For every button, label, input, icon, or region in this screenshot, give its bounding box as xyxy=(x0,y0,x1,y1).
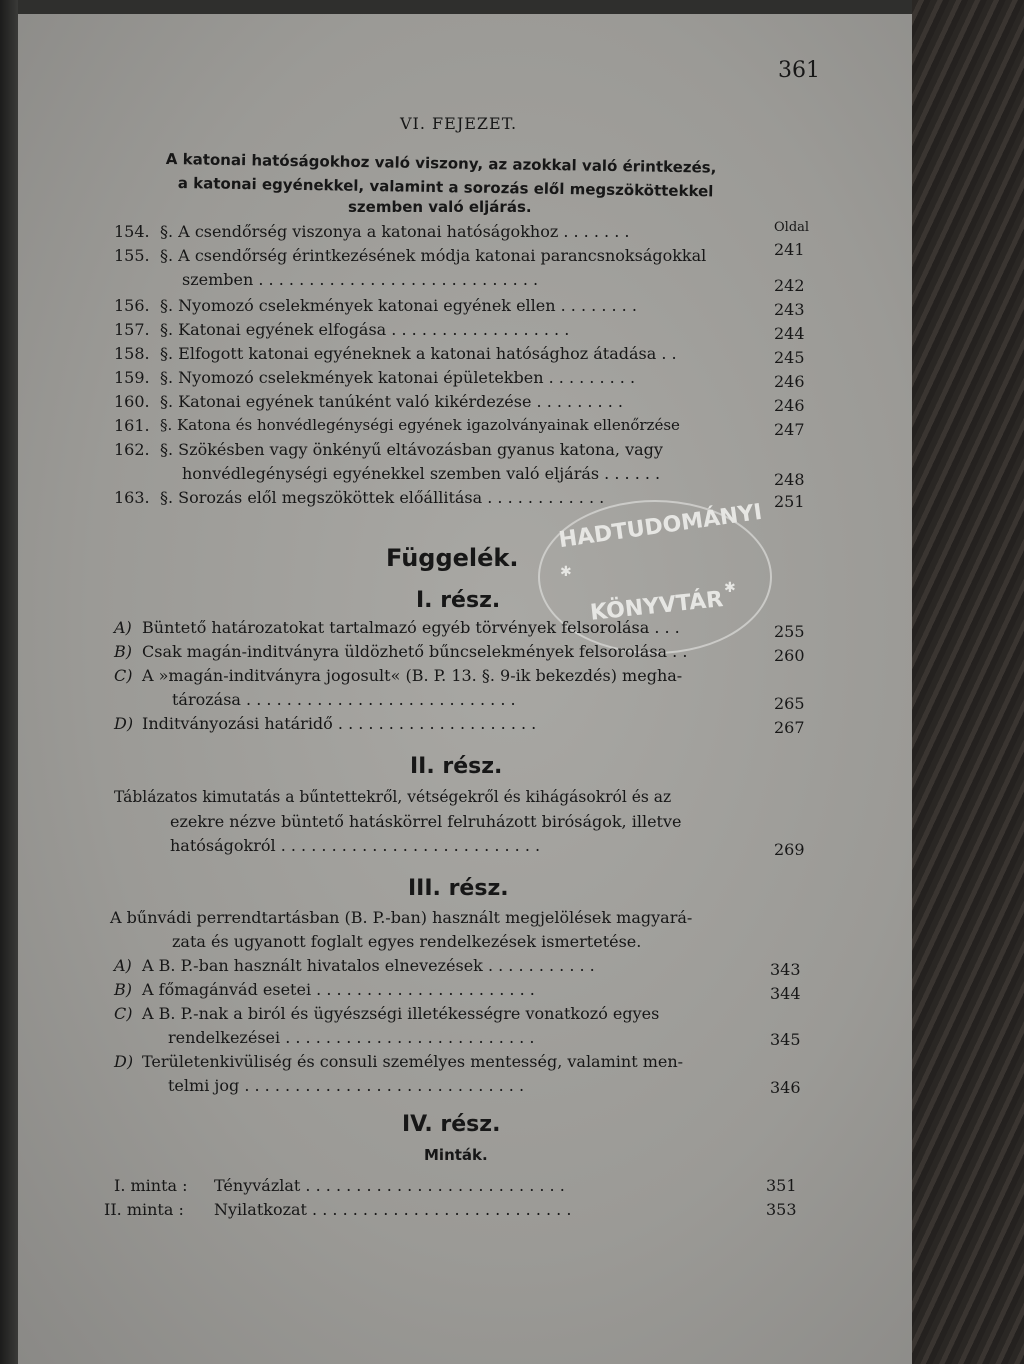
chapter-heading-line-1: A katonai hatóságokhoz való viszony, az azokkal való érintkezés, xyxy=(165,150,717,177)
entry-label: I. minta : xyxy=(114,1176,188,1195)
entry-text: §. Sorozás elől megszököttek előállitása . . . . . . . . . . . . xyxy=(160,488,605,507)
entry-page: 345 xyxy=(770,1030,801,1049)
entry-page: 343 xyxy=(770,960,801,979)
entry-page: 255 xyxy=(774,622,805,641)
entry-text: rendelkezései . . . . . . . . . . . . . . . . . . . . . . . . . xyxy=(168,1028,535,1047)
entry-number: 158. xyxy=(114,344,150,363)
stamp-bottom-text: KÖNYVTÁR xyxy=(589,587,725,626)
part-2-text: Táblázatos kimutatás a bűntettekről, vétségekről és kihágásokról és az xyxy=(114,788,672,806)
entry-page: 243 xyxy=(774,300,805,319)
star-icon: ✱ xyxy=(560,564,572,580)
entry-text: A B. P.-nak a biról és ügyészségi illetékességre vonatkozó egyes xyxy=(142,1004,660,1023)
entry-text: §. A csendőrség érintkezésének módja katonai parancsnokságokkal xyxy=(160,246,707,265)
entry-page: 265 xyxy=(774,694,805,713)
entry-text: Tényvázlat . . . . . . . . . . . . . . . . . . . . . . . . . . xyxy=(214,1176,565,1195)
entry-text: §. Nyomozó cselekmények katonai épületekben . . . . . . . . . xyxy=(160,368,636,387)
entry-page: 242 xyxy=(774,276,805,295)
entry-page: 251 xyxy=(774,492,805,511)
entry-text: szemben . . . . . . . . . . . . . . . . . . . . . . . . . . . . xyxy=(182,270,539,289)
entry-page: 353 xyxy=(766,1200,797,1219)
chapter-heading-line-3: szemben való eljárás. xyxy=(348,198,532,216)
entry-page: 344 xyxy=(770,984,801,1003)
page-column-label: Oldal xyxy=(774,220,810,235)
entry-page: 246 xyxy=(774,396,805,415)
entry-number: 157. xyxy=(114,320,150,339)
entry-page: 351 xyxy=(766,1176,797,1195)
entry-page: 346 xyxy=(770,1078,801,1097)
entry-label: II. minta : xyxy=(104,1200,184,1219)
entry-text: §. Elfogott katonai egyéneknek a katonai hatósághoz átadása . . xyxy=(160,344,677,363)
entry-number: 161. xyxy=(114,416,150,435)
part-4-title: IV. rész. xyxy=(402,1112,501,1137)
entry-text: telmi jog . . . . . . . . . . . . . . . . . . . . . . . . . . . . xyxy=(168,1076,525,1095)
entry-number: 154. xyxy=(114,222,150,241)
entry-text: tározása . . . . . . . . . . . . . . . . . . . . . . . . . . . xyxy=(172,690,516,709)
entry-text: Büntető határozatokat tartalmazó egyéb törvények felsorolása . . . xyxy=(142,618,680,637)
part-2-title: II. rész. xyxy=(410,754,503,779)
entry-text: A főmagánvád esetei . . . . . . . . . . . . . . . . . . . . . . xyxy=(142,980,535,999)
entry-label: A) xyxy=(114,956,132,975)
entry-label: C) xyxy=(114,1004,133,1023)
entry-text: Inditványozási határidő . . . . . . . . . . . . . . . . . . . . xyxy=(142,714,537,733)
part-3-title: III. rész. xyxy=(408,876,509,901)
part-3-intro: zata és ugyanott foglalt egyes rendelkezések ismertetése. xyxy=(172,932,642,951)
entry-label: A) xyxy=(114,618,132,637)
entry-text: Nyilatkozat . . . . . . . . . . . . . . . . . . . . . . . . . . xyxy=(214,1200,572,1219)
appendix-title: Függelék. xyxy=(386,544,519,572)
right-edge-background xyxy=(912,0,1024,1364)
entry-label: D) xyxy=(114,1052,134,1071)
entry-label: B) xyxy=(114,642,132,661)
entry-number: 156. xyxy=(114,296,150,315)
entry-page: 241 xyxy=(774,240,805,259)
book-page xyxy=(18,14,912,1364)
part-3-intro: A bűnvádi perrendtartásban (B. P.-ban) használt megjelölések magyará- xyxy=(110,908,693,927)
entry-page: 244 xyxy=(774,324,805,343)
entry-text: Területenkivüliség és consuli személyes mentesség, valamint men- xyxy=(142,1052,684,1071)
part-1-title: I. rész. xyxy=(416,588,501,613)
entry-label: D) xyxy=(114,714,134,733)
entry-text: honvédlegénységi egyénekkel szemben való eljárás . . . . . . xyxy=(182,464,661,483)
entry-text: §. Katonai egyének tanúként való kikérdezése . . . . . . . . . xyxy=(160,392,623,411)
part-4-subtitle: Minták. xyxy=(424,1146,488,1164)
star-icon: ✱ xyxy=(724,580,736,596)
chapter-label: VI. FEJEZET. xyxy=(400,114,518,133)
book-binding-shadow xyxy=(0,0,18,1364)
entry-text: §. Nyomozó cselekmények katonai egyének ellen . . . . . . . . xyxy=(160,296,637,315)
entry-text: A »magán-inditványra jogosult« (B. P. 13. §. 9-ik bekezdés) megha- xyxy=(142,666,683,685)
part-2-text: ezekre nézve büntető hatáskörrel felruházott biróságok, illetve xyxy=(170,812,682,831)
entry-number: 155. xyxy=(114,246,150,265)
entry-text: §. Szökésben vagy önkényű eltávozásban gyanus katona, vagy xyxy=(160,440,663,459)
entry-page: 267 xyxy=(774,718,805,737)
entry-page: 269 xyxy=(774,840,805,859)
entry-page: 248 xyxy=(774,470,805,489)
entry-number: 160. xyxy=(114,392,150,411)
entry-text: §. Katona és honvédlegénységi egyének igazolványainak ellenőrzése xyxy=(160,416,680,434)
entry-text: §. A csendőrség viszonya a katonai hatóságokhoz . . . . . . . xyxy=(160,222,630,241)
entry-page: 245 xyxy=(774,348,805,367)
entry-text: A B. P.-ban használt hivatalos elnevezések . . . . . . . . . . . xyxy=(142,956,595,975)
entry-text: §. Katonai egyének elfogása . . . . . . . . . . . . . . . . . . xyxy=(160,320,570,339)
entry-label: C) xyxy=(114,666,133,685)
entry-page: 246 xyxy=(774,372,805,391)
entry-page: 260 xyxy=(774,646,805,665)
page-number: 361 xyxy=(778,58,820,83)
entry-text: Csak magán-inditványra üldözhető bűncselekmények felsorolása . . xyxy=(142,642,688,661)
entry-number: 163. xyxy=(114,488,150,507)
part-2-text: hatóságokról . . . . . . . . . . . . . . . . . . . . . . . . . . xyxy=(170,836,541,855)
chapter-heading-line-2: a katonai egyénekkel, valamint a sorozás elől megszököttekkel xyxy=(177,174,714,201)
entry-number: 162. xyxy=(114,440,150,459)
entry-page: 247 xyxy=(774,420,805,439)
stamp-top-text: HADTUDOMÁNYI xyxy=(557,499,764,554)
entry-number: 159. xyxy=(114,368,150,387)
entry-label: B) xyxy=(114,980,132,999)
